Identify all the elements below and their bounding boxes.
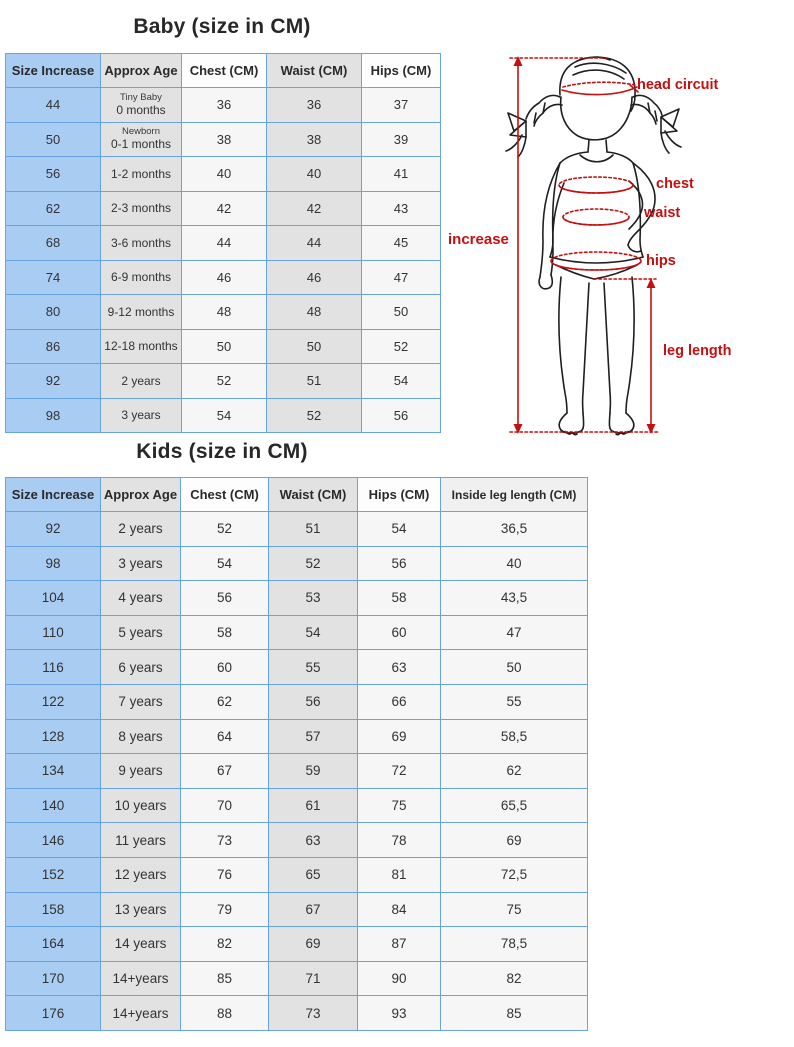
baby-table-header-cell: Hips (CM) [362, 54, 441, 88]
kids-table-cell-size: 164 [6, 927, 101, 962]
baby-table-cell-size: 44 [6, 88, 101, 123]
kids-table-cell-age: 14+years [101, 961, 181, 996]
kids-table-row [6, 823, 588, 858]
kids-table-cell-hips: 60 [358, 615, 441, 650]
kids-table-cell-leg: 40 [441, 546, 588, 581]
kids-table-cell-size: 158 [6, 892, 101, 927]
kids-table-cell-hips: 66 [358, 684, 441, 719]
baby-table-cell-waist: 50 [267, 329, 362, 364]
kids-table-cell-hips: 81 [358, 857, 441, 892]
kids-table-cell-chest: 85 [181, 961, 269, 996]
kids-table-cell-leg: 85 [441, 996, 588, 1031]
kids-table-cell-waist: 56 [269, 684, 358, 719]
baby-table-cell-age: 3 years [101, 398, 182, 433]
kids-table-cell-hips: 56 [358, 546, 441, 581]
kids-table-header-cell: Inside leg length (CM) [441, 478, 588, 512]
baby-table-cell-age [101, 88, 182, 123]
baby-table-cell-hips: 54 [362, 364, 441, 399]
baby-table-cell-size: 92 [6, 364, 101, 399]
kids-table-cell-size: 92 [6, 512, 101, 547]
kids-table-cell-chest: 79 [181, 892, 269, 927]
baby-table-cell-waist: 38 [267, 122, 362, 157]
baby-table-cell-size: 62 [6, 191, 101, 226]
kids-table-cell-waist: 51 [269, 512, 358, 547]
baby-table-cell-chest: 42 [182, 191, 267, 226]
baby-table-row [6, 191, 441, 226]
kids-table-cell-waist: 63 [269, 823, 358, 858]
kids-table-cell-age: 13 years [101, 892, 181, 927]
age-value: 0-1 months [110, 137, 172, 152]
baby-table-row [6, 295, 441, 330]
kids-table-cell-chest: 82 [181, 927, 269, 962]
hips-label: hips [646, 253, 676, 269]
baby-table-cell-waist: 48 [267, 295, 362, 330]
kids-table-cell-leg: 72,5 [441, 857, 588, 892]
kids-table-cell-leg: 50 [441, 650, 588, 685]
baby-table-cell-age: 12-18 months [101, 329, 182, 364]
kids-table-cell-chest: 62 [181, 684, 269, 719]
kids-table-title: Kids (size in CM) [136, 440, 308, 463]
kids-table-cell-waist: 61 [269, 788, 358, 823]
baby-table-cell-chest: 38 [182, 122, 267, 157]
kids-table-cell-waist: 65 [269, 857, 358, 892]
baby-table-cell-hips: 47 [362, 260, 441, 295]
head-circuit-label: head circuit [637, 77, 719, 93]
kids-table-cell-chest: 76 [181, 857, 269, 892]
baby-table-cell-age: 2-3 months [101, 191, 182, 226]
kids-table-row [6, 857, 588, 892]
baby-table-cell-age: 9-12 months [101, 295, 182, 330]
baby-table-cell-size: 50 [6, 122, 101, 157]
baby-table-cell-chest: 36 [182, 88, 267, 123]
measurement-diagram [440, 45, 794, 445]
kids-table-row [6, 684, 588, 719]
kids-table-cell-leg: 82 [441, 961, 588, 996]
baby-table-row [6, 260, 441, 295]
kids-table-row [6, 546, 588, 581]
baby-table-row [6, 329, 441, 364]
baby-table-row [6, 364, 441, 399]
kids-table-cell-leg: 75 [441, 892, 588, 927]
baby-table-cell-age: 6-9 months [101, 260, 182, 295]
baby-table-cell-hips: 39 [362, 122, 441, 157]
baby-table-cell-size: 98 [6, 398, 101, 433]
kids-table-cell-leg: 69 [441, 823, 588, 858]
kids-table-cell-chest: 70 [181, 788, 269, 823]
baby-table-cell-waist: 44 [267, 226, 362, 261]
kids-table-cell-leg: 62 [441, 754, 588, 789]
kids-table-cell-age: 7 years [101, 684, 181, 719]
kids-table-cell-hips: 93 [358, 996, 441, 1031]
kids-table-cell-chest: 58 [181, 615, 269, 650]
baby-table-cell-size: 86 [6, 329, 101, 364]
kids-table-header-cell: Chest (CM) [181, 478, 269, 512]
kids-table-cell-chest: 88 [181, 996, 269, 1031]
baby-table-cell-waist: 46 [267, 260, 362, 295]
kids-table-cell-hips: 75 [358, 788, 441, 823]
baby-table-cell-waist: 40 [267, 157, 362, 192]
kids-table-row [6, 615, 588, 650]
kids-table-cell-waist: 52 [269, 546, 358, 581]
baby-table-header-cell: Chest (CM) [182, 54, 267, 88]
baby-table-row [6, 157, 441, 192]
leg-length-label: leg length [663, 343, 732, 359]
kids-table-row [6, 719, 588, 754]
baby-table-header-cell: Waist (CM) [267, 54, 362, 88]
baby-table-cell-chest: 54 [182, 398, 267, 433]
baby-table-cell-chest: 40 [182, 157, 267, 192]
kids-table-row [6, 650, 588, 685]
baby-table-cell-age [101, 122, 182, 157]
kids-table-cell-chest: 67 [181, 754, 269, 789]
kids-table-cell-hips: 58 [358, 581, 441, 616]
increase-label: increase [448, 231, 509, 248]
kids-table-cell-chest: 54 [181, 546, 269, 581]
age-note: Tiny Baby [120, 91, 162, 103]
baby-table-cell-waist: 51 [267, 364, 362, 399]
kids-table-cell-size: 146 [6, 823, 101, 858]
age-note: Newborn [121, 126, 161, 138]
baby-table-cell-age: 2 years [101, 364, 182, 399]
kids-table-cell-chest: 64 [181, 719, 269, 754]
baby-table-cell-waist: 36 [267, 88, 362, 123]
kids-table-cell-waist: 69 [269, 927, 358, 962]
baby-table-cell-chest: 46 [182, 260, 267, 295]
baby-table-header-cell: Size Increase [6, 54, 101, 88]
kids-table-cell-hips: 63 [358, 650, 441, 685]
kids-table-cell-leg: 55 [441, 684, 588, 719]
kids-table-cell-age: 10 years [101, 788, 181, 823]
kids-table-cell-age: 9 years [101, 754, 181, 789]
kids-table-cell-hips: 54 [358, 512, 441, 547]
chest-label: chest [656, 176, 694, 192]
kids-table-cell-waist: 55 [269, 650, 358, 685]
kids-table-header-cell: Waist (CM) [269, 478, 358, 512]
baby-table-cell-size: 80 [6, 295, 101, 330]
baby-table-cell-chest: 48 [182, 295, 267, 330]
kids-table-cell-size: 134 [6, 754, 101, 789]
kids-table-cell-waist: 71 [269, 961, 358, 996]
kids-table-cell-waist: 73 [269, 996, 358, 1031]
kids-table-row [6, 927, 588, 962]
kids-table-cell-leg: 36,5 [441, 512, 588, 547]
kids-table-row [6, 892, 588, 927]
kids-table-cell-age: 14+years [101, 996, 181, 1031]
kids-table-cell-size: 140 [6, 788, 101, 823]
kids-table-cell-chest: 56 [181, 581, 269, 616]
kids-table-cell-size: 116 [6, 650, 101, 685]
baby-table-cell-hips: 43 [362, 191, 441, 226]
kids-table-cell-hips: 69 [358, 719, 441, 754]
kids-table-cell-leg: 78,5 [441, 927, 588, 962]
kids-table-cell-waist: 54 [269, 615, 358, 650]
kids-size-table [5, 477, 588, 1031]
kids-table-cell-chest: 52 [181, 512, 269, 547]
kids-table-cell-size: 104 [6, 581, 101, 616]
kids-table-cell-waist: 59 [269, 754, 358, 789]
kids-table-cell-hips: 78 [358, 823, 441, 858]
baby-table-row [6, 398, 441, 433]
kids-table-header-cell: Size Increase [6, 478, 101, 512]
kids-table-cell-size: 122 [6, 684, 101, 719]
baby-table-cell-hips: 37 [362, 88, 441, 123]
kids-table-cell-waist: 67 [269, 892, 358, 927]
kids-table-cell-size: 128 [6, 719, 101, 754]
kids-table-cell-age: 3 years [101, 546, 181, 581]
baby-table-row [6, 88, 441, 123]
kids-table-cell-chest: 60 [181, 650, 269, 685]
kids-table-cell-age: 11 years [101, 823, 181, 858]
kids-table-cell-size: 152 [6, 857, 101, 892]
baby-table-cell-hips: 41 [362, 157, 441, 192]
waist-label: waist [644, 205, 681, 221]
kids-table-row [6, 788, 588, 823]
baby-table-cell-chest: 52 [182, 364, 267, 399]
kids-table-cell-age: 5 years [101, 615, 181, 650]
kids-table-row [6, 996, 588, 1031]
kids-table-cell-age: 8 years [101, 719, 181, 754]
baby-table-title: Baby (size in CM) [133, 15, 311, 38]
baby-table-header-row [6, 54, 441, 88]
kids-table-cell-age: 4 years [101, 581, 181, 616]
kids-table-cell-age: 12 years [101, 857, 181, 892]
baby-table-cell-hips: 50 [362, 295, 441, 330]
baby-table-row [6, 226, 441, 261]
baby-table-cell-waist: 42 [267, 191, 362, 226]
baby-table-cell-chest: 50 [182, 329, 267, 364]
kids-table-cell-hips: 87 [358, 927, 441, 962]
baby-table-row [6, 122, 441, 157]
kids-table-cell-leg: 43,5 [441, 581, 588, 616]
kids-table-cell-waist: 53 [269, 581, 358, 616]
kids-table-header-cell: Hips (CM) [358, 478, 441, 512]
kids-table-row [6, 754, 588, 789]
kids-table-cell-size: 110 [6, 615, 101, 650]
kids-table-cell-hips: 72 [358, 754, 441, 789]
baby-table-cell-hips: 52 [362, 329, 441, 364]
kids-table-cell-size: 170 [6, 961, 101, 996]
kids-table-cell-size: 176 [6, 996, 101, 1031]
kids-table-row [6, 512, 588, 547]
kids-table-cell-age: 6 years [101, 650, 181, 685]
baby-table-cell-chest: 44 [182, 226, 267, 261]
kids-table-header-row [6, 478, 588, 512]
kids-table-row [6, 581, 588, 616]
kids-table-cell-hips: 84 [358, 892, 441, 927]
baby-table-cell-size: 56 [6, 157, 101, 192]
baby-size-table [5, 53, 441, 433]
kids-table-cell-age: 14 years [101, 927, 181, 962]
kids-table-cell-age: 2 years [101, 512, 181, 547]
kids-table-header-cell: Approx Age [101, 478, 181, 512]
kids-table-row [6, 961, 588, 996]
baby-table-cell-waist: 52 [267, 398, 362, 433]
kids-table-cell-waist: 57 [269, 719, 358, 754]
kids-table-cell-leg: 47 [441, 615, 588, 650]
baby-table-cell-age: 3-6 months [101, 226, 182, 261]
kids-table-cell-chest: 73 [181, 823, 269, 858]
kids-table-cell-size: 98 [6, 546, 101, 581]
baby-table-header-cell: Approx Age [101, 54, 182, 88]
baby-table-cell-hips: 56 [362, 398, 441, 433]
baby-table-cell-age: 1-2 months [101, 157, 182, 192]
baby-table-cell-hips: 45 [362, 226, 441, 261]
kids-table-cell-leg: 65,5 [441, 788, 588, 823]
kids-table-cell-hips: 90 [358, 961, 441, 996]
baby-table-cell-size: 74 [6, 260, 101, 295]
age-value: 0 months [116, 102, 166, 117]
baby-table-cell-size: 68 [6, 226, 101, 261]
kids-table-cell-leg: 58,5 [441, 719, 588, 754]
